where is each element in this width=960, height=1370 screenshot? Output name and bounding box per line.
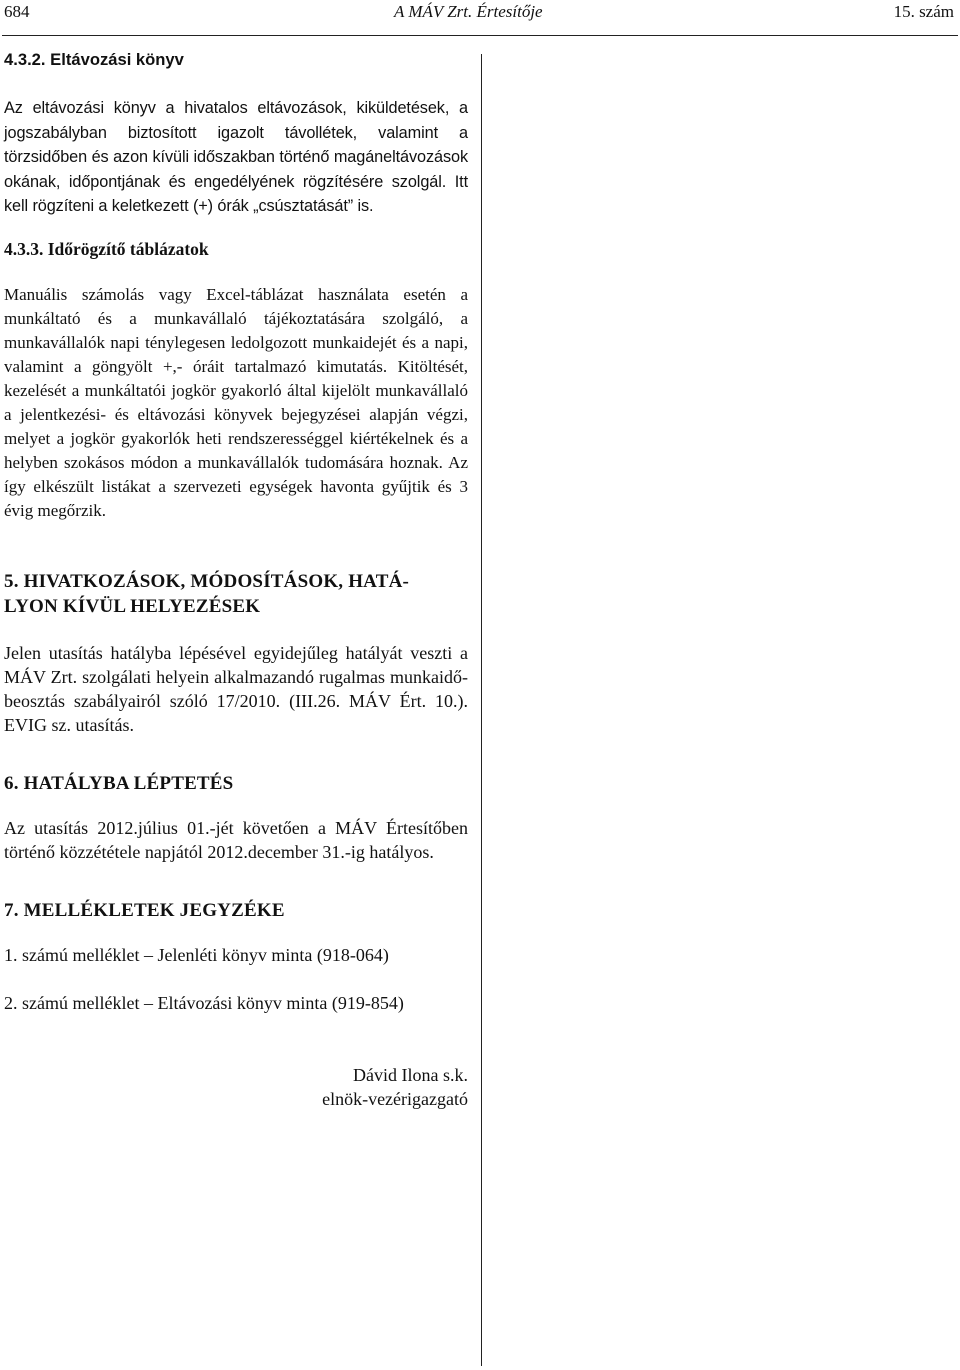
- section-7-number: 7.: [4, 900, 19, 922]
- signatory-name: Dávid Ilona s.k.: [353, 1065, 468, 1086]
- section-5: [4, 569, 468, 737]
- page-number: 684: [4, 2, 30, 21]
- section-433-title: Időrögzítő táblázatok: [47, 238, 209, 259]
- page-header: [4, 2, 956, 26]
- section-433-heading: [4, 237, 468, 261]
- section-433-paragraph: Manuális számolás vagy Excel-táblázat használata esetén a munkáltató és a munkavállaló tájékoztatására szolgáló, a munkavállalók napi ténylegesen ledolgozott munkaidejét és a napi, valamint a göngyölt +,- óráit tartalmazó kimutatás. Kitöltését, kezelését a munkáltatói jogkör gyakorló által kijelölt munkavállaló a jelentkezési- és eltávozási könyvek bejegyzései alapján végzi, melyet a jogkör gyakorlók heti rendszerességgel kiértékelnek és a helyben szokásos módon a munkavállalók tudomására hoznak. Az így elkészült listákat a szervezeti egységek havonta gyűjtik és 3 évig megőrzik.: [4, 284, 468, 521]
- signature-block: [4, 1063, 468, 1111]
- section-6-paragraph: Az utasítás 2012.július 01.-jét követően a MÁV Értesítőben történő közzététele napjától 2012.december 31.-ig hatályos.: [4, 818, 468, 863]
- section-7: [4, 898, 468, 1015]
- section-5-paragraph: Jelen utasítás hatályba lépésével egyidejűleg hatályát veszti a MÁV Zrt. szolgálati helyein alkalmazandó rugalmas munkaidő-beosztás szabályairól szóló 17/2010. (III.26. MÁV Ért. 10.). EVIG sz. utasítás.: [4, 643, 468, 736]
- section-7-heading: [4, 898, 468, 923]
- attachment-item-2: 2. számú melléklet – Eltávozási könyv minta (919-854): [4, 993, 404, 1014]
- journal-title: A MÁV Zrt. Értesítője: [394, 2, 543, 21]
- section-6-title: HATÁLYBA LÉPTETÉS: [23, 773, 234, 795]
- section-6-number: 6.: [4, 773, 19, 795]
- column-divider: [481, 54, 482, 1366]
- section-433-number: 4.3.3.: [4, 238, 44, 259]
- section-5-number: 5.: [4, 571, 19, 593]
- attachment-item-1: 1. számú melléklet – Jelenléti könyv minta (918-064): [4, 945, 389, 966]
- section-7-title: MELLÉKLETEK JEGYZÉKE: [23, 900, 285, 922]
- section-5-title-line2: LYON KÍVÜL HELYEZÉSEK: [4, 596, 261, 618]
- section-432-heading: [4, 48, 468, 72]
- section-5-heading: [4, 569, 468, 619]
- main-column: [4, 48, 468, 1111]
- signatory-role: elnök-vezérigazgató: [322, 1089, 468, 1110]
- header-rule: [2, 35, 958, 36]
- section-6-heading: [4, 771, 468, 796]
- section-432-paragraph: Az eltávozási könyv a hivatalos eltávozások, kiküldetések, a jogszabályban biztosított igazolt távollétek, valamint a törzsidőben és azon kívüli időszakban történő magáneltávozások okának, időpontjának és engedélyének rögzítésére szolgál. Itt kell rögzíteni a keletkezett (+) órák „csúsztatását” is.: [4, 99, 468, 215]
- section-6: [4, 771, 468, 864]
- section-5-title-line1: HIVATKOZÁSOK, MÓDOSÍTÁSOK, HATÁ-: [23, 571, 410, 593]
- section-432-number: 4.3.2.: [4, 50, 46, 69]
- issue-number: 15. szám: [893, 2, 954, 21]
- section-432-title: Eltávozási könyv: [50, 50, 184, 69]
